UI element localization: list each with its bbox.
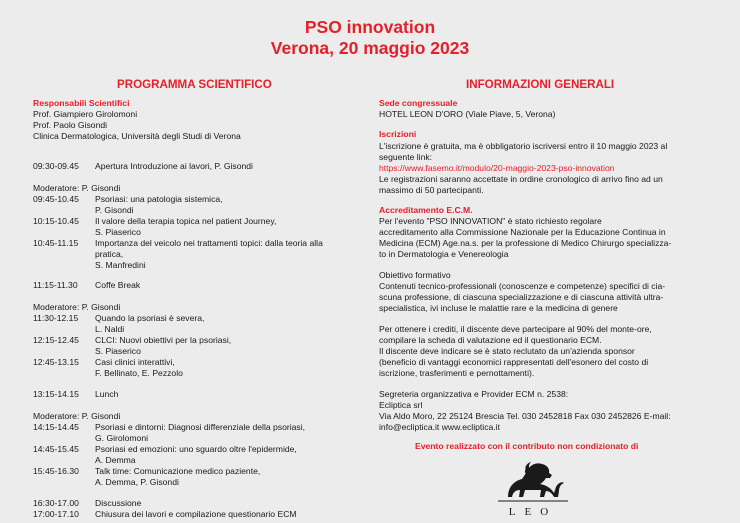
program-text: Il valore della terapia topica nel patient Journey, — [95, 216, 277, 226]
secretariat-text: Via Aldo Moro, 22 25124 Brescia Tel. 030 2452818 Fax 030 2452826 E-mail: — [379, 411, 671, 421]
credits-text: (beneficio di vantaggi economici rappresentati dell'esonero del costo di — [379, 357, 649, 367]
iscrizioni-text: massimo di 50 partecipanti. — [379, 185, 484, 195]
program-text: Lunch — [95, 389, 119, 399]
program-text: Psoriasi e dintorni: Diagnosi differenziale della psoriasi, — [95, 422, 306, 432]
program-text: Psoriasi ed emozioni: uno sguardo oltre l'epidermide, — [95, 444, 297, 454]
objective-text: Obiettivo formativo — [379, 270, 451, 280]
iscrizioni-title: Iscrizioni — [379, 129, 417, 139]
page-subtitle: Verona, 20 maggio 2023 — [270, 38, 470, 58]
program-text: Importanza del veicolo nei trattamenti topici: dalla teoria alla — [95, 238, 323, 248]
objective-text: scuna professione, di ciascuna specializzazione e di ciascuna attività ultra- — [379, 292, 664, 302]
credits-text: compilare la scheda di valutazione ed il questionario ECM. — [379, 335, 602, 345]
resp-title: Responsabili Scientifici — [33, 98, 130, 108]
ecm-text: to in Dermatologia e Venereologia — [379, 249, 509, 259]
program-speaker: L. Naldi — [95, 324, 125, 334]
program-time: 10:45-11.15 — [33, 238, 79, 248]
program-time: 16:30-17.00 — [33, 498, 79, 508]
program-speaker: G. Girolomoni — [95, 433, 149, 443]
program-time: 17:00-17.10 — [33, 509, 79, 519]
secretariat-text: Segreteria organizzativa e Provider ECM n. 2538: — [379, 389, 569, 399]
program-text: Coffe Break — [95, 280, 141, 290]
sede-title: Sede congressuale — [379, 98, 458, 108]
leo-logo-text: LEO — [508, 506, 558, 518]
resp-line: Prof. Paolo Gisondi — [33, 120, 108, 130]
program-time: 09:45-10.45 — [33, 194, 79, 204]
page-title: PSO innovation — [304, 17, 436, 37]
program-time: 10:15-10.45 — [33, 216, 79, 226]
secretariat-text: Ecliptica srl — [379, 400, 423, 410]
program-moderator: Moderatore: P. Gisondi — [33, 183, 121, 193]
resp-line: Clinica Dermatologica, Università degli Studi di Verona — [33, 131, 241, 141]
program-time: 09:30-09.45 — [33, 161, 79, 171]
program-speaker: A. Demma, P. Gisondi — [95, 477, 179, 487]
secretariat-text: info@ecliptica.it www.ecliptica.it — [379, 422, 500, 432]
program-time: 14:45-15.45 — [33, 444, 79, 454]
program-text: Talk time: Comunicazione medico paziente, — [95, 466, 261, 476]
program-speaker: S. Manfredini — [95, 260, 146, 270]
program-time: 15:45-16.30 — [33, 466, 79, 476]
program-moderator: Moderatore: P. Gisondi — [33, 302, 121, 312]
program-text: Discussione — [95, 498, 142, 508]
credits-text: iscrizione, trasferimenti e pernottamenti). — [379, 368, 535, 378]
program-text: Apertura Introduzione ai lavori, P. Gisondi — [95, 161, 253, 171]
ecm-text: Medicina (ECM) Age.na.s. per la professione di Medico Chirurgo specializza- — [379, 238, 672, 248]
program-text: pratica, — [95, 249, 124, 259]
program-text: CLCI: Nuovi obiettivi per la psoriasi, — [95, 335, 232, 345]
program-speaker: S. Piaserico — [95, 346, 141, 356]
objective-text: specialistica, ivi incluse le malattie rare e la medicina di genere — [379, 303, 618, 313]
credits-text: Per ottenere i crediti, il discente deve partecipare al 90% del monte-ore, — [379, 324, 652, 334]
iscrizioni-text: L'iscrizione è gratuita, ma è obbligatorio iscriversi entro il 10 maggio 2023 al — [379, 141, 668, 151]
program-text: Chiusura dei lavori e compilazione questionario ECM — [95, 509, 297, 519]
leo-logo — [494, 457, 572, 519]
program-time: 11:15-11.30 — [33, 280, 78, 290]
credits-text: Il discente deve indicare se è stato reclutato da un'azienda sponsor — [379, 346, 635, 356]
program-speaker: F. Bellinato, E. Pezzolo — [95, 368, 183, 378]
program-text: Casi clinici interattivi, — [95, 357, 175, 367]
sponsor-note: Evento realizzato con il contributo non condizionato di — [415, 441, 639, 451]
left-heading: PROGRAMMA SCIENTIFICO — [117, 78, 272, 91]
program-text: Quando la psoriasi è severa, — [95, 313, 205, 323]
ecm-text: accreditamento alla Commissione Nazionale per la Educazione Continua in — [379, 227, 666, 237]
program-time: 11:30-12.15 — [33, 313, 79, 323]
registration-link[interactable]: https://www.fasemo.it/modulo/20-maggio-2023-pso-innovation — [379, 163, 615, 173]
program-speaker: S. Piaserico — [95, 227, 141, 237]
program-text: Psoriasi: una patologia sistemica, — [95, 194, 223, 204]
resp-line: Prof. Giampiero Girolomoni — [33, 109, 138, 119]
iscrizioni-text: seguente link: — [379, 152, 433, 162]
program-speaker: P. Gisondi — [95, 205, 134, 215]
right-heading: INFORMAZIONI GENERALI — [466, 78, 615, 91]
program-time: 12:45-13.15 — [33, 357, 79, 367]
iscrizioni-text: Le registrazioni saranno accettate in ordine cronologico di arrivo fino ad un — [379, 174, 663, 184]
sede-text: HOTEL LEON D'ORO (Viale Piave, 5, Verona) — [379, 109, 556, 119]
program-time: 13:15-14.15 — [33, 389, 79, 399]
program-time: 14:15-14.45 — [33, 422, 79, 432]
program-moderator: Moderatore: P. Gisondi — [33, 411, 121, 421]
program-time: 12:15-12.45 — [33, 335, 79, 345]
program-speaker: A. Demma — [95, 455, 136, 465]
objective-text: Contenuti tecnico-professionali (conoscenze e competenze) specifici di cia- — [379, 281, 666, 291]
ecm-title: Accreditamento E.C.M. — [379, 205, 473, 215]
ecm-text: Per l'evento "PSO INNOVATION" è stato richiesto regolare — [379, 216, 602, 226]
